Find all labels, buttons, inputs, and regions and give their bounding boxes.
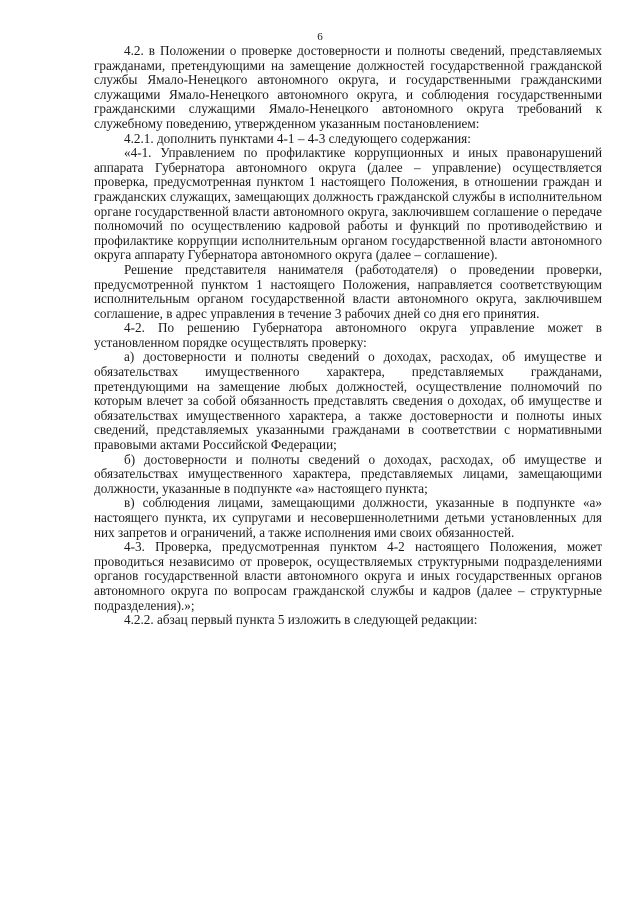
- document-body: [94, 44, 602, 628]
- page-number: 6: [317, 31, 323, 43]
- paragraph-4-3-text: 4-3. Проверка, предусмотренная пунктом 4-2 настоящего Положения, может проводиться независимо от проверок, осуществляемых структурными подразделениями органов государственной власти автономного округа и иных государственных органов автономного округа по вопросам гражданской службы и кадров (далее – структурные подразделения).»;: [94, 539, 602, 613]
- paragraph-decision: Решение представителя нанимателя (работодателя) о проведении проверки, предусмотренной пунктом 1 настоящего Положения, направляется соответствующим исполнительным органом государственной власти автономного округа, заключившем соглашение, в адрес управления в течение 3 рабочих дней со дня его принятия.: [94, 261, 602, 321]
- paragraph-4-2: 4.2. в Положении о проверке достоверности и полноты сведений, представляемых гражданами, претендующими на замещение должностей государственной гражданской службы Ямало-Ненецкого автономного округа, и государственными гражданскими служащими Ямало-Ненецкого автономного округа, и соблюдения государственными гражданскими служащими Ямало-Ненецкого автономного округа требований к служебному поведению, утвержденном указанным постановлением:: [94, 43, 602, 131]
- paragraph-4-1-text: «4-1. Управлением по профилактике коррупционных и иных правонарушений аппарата Губернатора автономного округа (далее – управление) осуществляется проверка, предусмотренная пунктом 1 настоящего Положения, в отношении граждан и гражданских служащих, замещающих должность гражданской службы в исполнительном органе государственной власти автономного округа, заключившем соглашение о передаче полномочий по осуществлению кадровой работы и функций по противодействию и профилактике коррупции исполнительным органом государственной власти автономного округа аппарату Губернатора автономного округа (далее – соглашение).: [94, 145, 602, 263]
- paragraph-4-2-text: 4-2. По решению Губернатора автономного округа управление может в установленном порядке осуществлять проверку:: [94, 320, 602, 350]
- paragraph-4-2-2: 4.2.2. абзац первый пункта 5 изложить в следующей редакции:: [124, 612, 478, 628]
- paragraph-4-2-1: 4.2.1. дополнить пунктами 4-1 – 4-3 следующего содержания:: [124, 130, 471, 146]
- subparagraph-v: в) соблюдения лицами, замещающими должности, указанные в подпункте «а» настоящего пункта, их супругами и несовершеннолетними детьми установленных для них запретов и ограничений, а также исполнения ими своих обязанностей.: [94, 495, 602, 540]
- subparagraph-b: б) достоверности и полноты сведений о доходах, расходах, об имуществе и обязательствах имущественного характера, представляемых лицами, замещающими должности, указанные в подпункте «а» настоящего пункта;: [94, 451, 602, 496]
- subparagraph-a: а) достоверности и полноты сведений о доходах, расходах, об имуществе и обязательствах имущественного характера, представляемых гражданами, претендующими на замещение любых должностей, осуществление полномочий по которым влечет за собой обязанность представлять сведения о доходах, об имуществе и обязательствах имущественного характера, а также достоверности и полноты иных сведений, представляемых указанными гражданами в соответствии с нормативными правовыми актами Российской Федерации;: [94, 349, 602, 453]
